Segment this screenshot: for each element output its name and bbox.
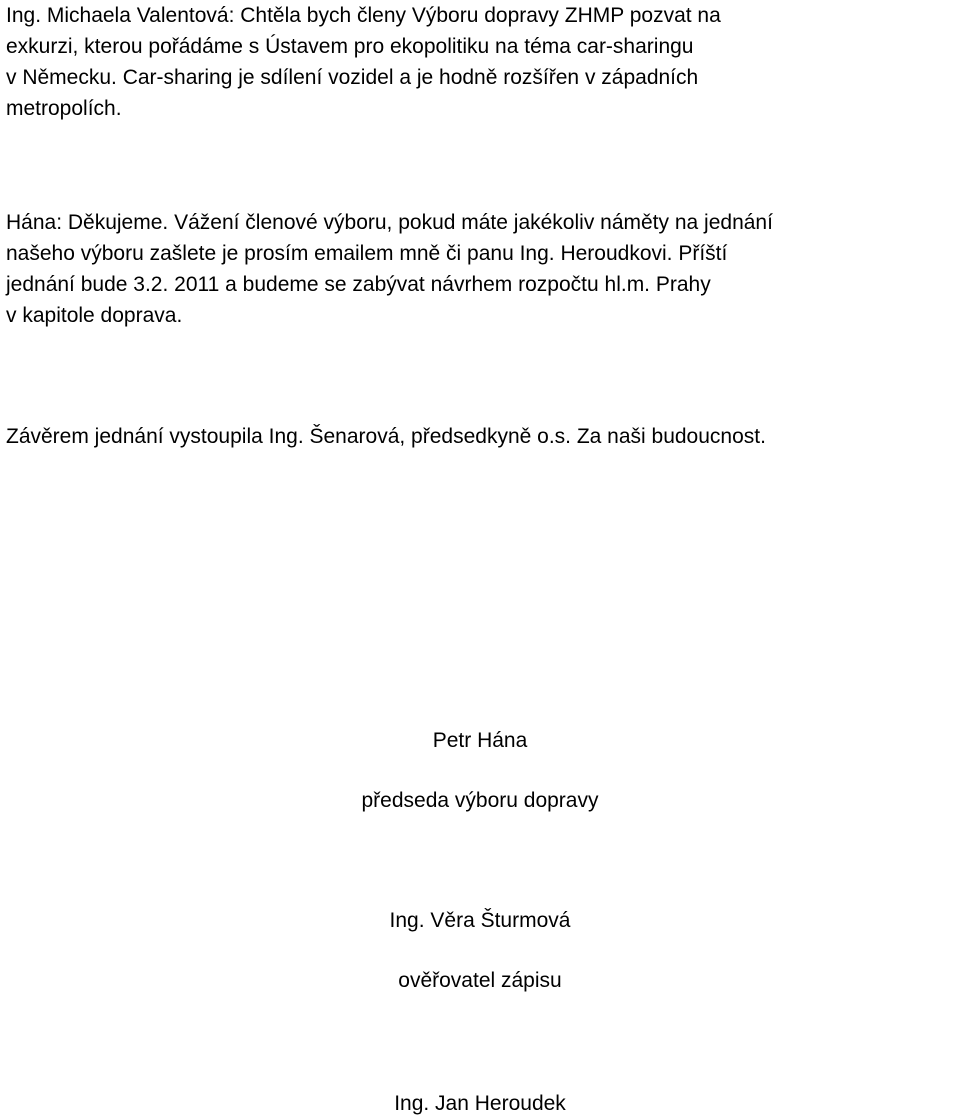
- paragraph-line: v kapitole doprava.: [6, 304, 183, 327]
- chair-name: Petr Hána: [432, 729, 528, 752]
- recorder-name: Ing. Jan Heroudek: [394, 1092, 566, 1115]
- paragraph-line: Závěrem jednání vystoupila Ing. Šenarová, předsedkyně o.s. Za naši budoucnost.: [6, 425, 766, 448]
- verifier-role: ověřovatel zápisu: [398, 969, 562, 992]
- paragraph-line: metropolích.: [6, 97, 122, 120]
- paragraph-line: našeho výboru zašlete je prosím emailem mně či panu Ing. Heroudkovi. Příští: [6, 242, 728, 265]
- paragraph-line: Ing. Michaela Valentová: Chtěla bych členy Výboru dopravy ZHMP pozvat na: [6, 4, 721, 27]
- verifier-name: Ing. Věra Šturmová: [389, 909, 571, 932]
- chair-role: předseda výboru dopravy: [361, 789, 599, 812]
- paragraph-line: jednání bude 3.2. 2011 a budeme se zabývat návrhem rozpočtu hl.m. Prahy: [6, 273, 711, 296]
- paragraph-line: exkurzi, kterou pořádáme s Ústavem pro ekopolitiku na téma car-sharingu: [6, 35, 694, 58]
- paragraph-line: v Německu. Car-sharing je sdílení vozidel a je hodně rozšířen v západních: [6, 66, 699, 89]
- paragraph-line: Hána: Děkujeme. Vážení členové výboru, pokud máte jakékoliv náměty na jednání: [6, 211, 773, 234]
